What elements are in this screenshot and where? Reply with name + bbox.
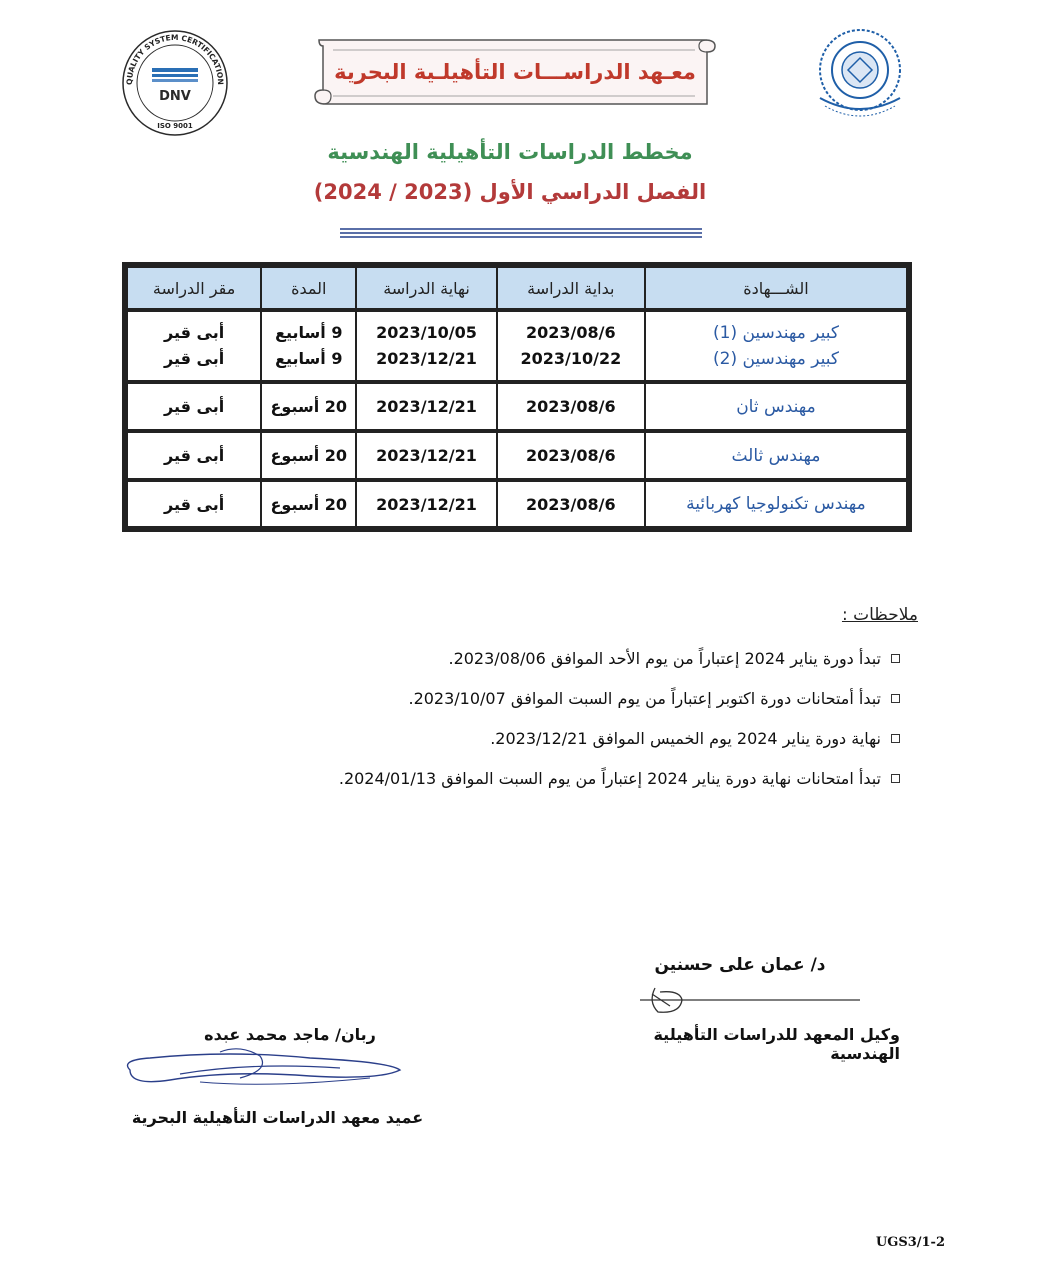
location: أبى قير bbox=[163, 323, 225, 342]
location: أبى قير bbox=[163, 349, 225, 368]
duration-cell bbox=[261, 310, 356, 382]
note-text: تبدأ دورة يناير 2024 إعتباراً من يوم الأحد الموافق 2023/08/06. bbox=[448, 648, 881, 668]
header-certificate: الشـــهادة bbox=[645, 267, 907, 310]
start-date: 2023/10/22 bbox=[520, 349, 622, 368]
table-row bbox=[127, 480, 907, 527]
end-date: 2023/12/21 bbox=[356, 480, 496, 527]
table-row bbox=[127, 431, 907, 480]
certificate-name: مهندس تكنولوجيا كهربائية bbox=[645, 480, 907, 527]
list-item bbox=[260, 758, 900, 798]
header-start-date: بداية الدراسة bbox=[497, 267, 645, 310]
svg-text:QUALITY SYSTEM CERTIFICATION bbox=[125, 33, 225, 85]
note-text: نهاية دورة يناير 2024 يوم الخميس الموافق 2023/12/21. bbox=[490, 728, 881, 748]
end-date: 2023/12/21 bbox=[376, 349, 477, 368]
checkbox-bullet-icon bbox=[891, 654, 900, 663]
list-item bbox=[260, 678, 900, 718]
list-item bbox=[260, 638, 900, 678]
list-item bbox=[260, 718, 900, 758]
end-date: 2023/12/21 bbox=[356, 382, 496, 431]
table-row bbox=[127, 310, 907, 382]
dean-title: عميد معهد الدراسات التأهيلية البحرية bbox=[131, 1108, 424, 1127]
dean-signature bbox=[110, 1040, 410, 1095]
header-location: مقر الدراسة bbox=[127, 267, 261, 310]
duration: 9 أسابيع bbox=[275, 349, 343, 368]
certificate-name: مهندس ثان bbox=[645, 382, 907, 431]
location-cell bbox=[127, 310, 261, 382]
title-divider bbox=[340, 228, 702, 240]
end-date: 2023/12/21 bbox=[356, 431, 496, 480]
location: أبى قير bbox=[127, 382, 261, 431]
notes-heading: ملاحظات : bbox=[841, 605, 918, 625]
header-end-date: نهاية الدراسة bbox=[356, 267, 496, 310]
semester-subtitle: الفصل الدراسي الأول (2023 / 2024) bbox=[313, 180, 707, 204]
location: أبى قير bbox=[127, 431, 261, 480]
certificate-name: كبير مهندسين (2) bbox=[712, 349, 839, 369]
dean-name: ربان/ ماجد محمد عبده bbox=[204, 1025, 376, 1044]
document-code: UGS3/1-2 bbox=[875, 1235, 945, 1250]
notes-list bbox=[260, 638, 900, 798]
duration: 9 أسابيع bbox=[275, 323, 343, 342]
vice-dean-name: د/ عمان على حسنين bbox=[654, 955, 826, 975]
note-text: تبدأ امتحانات نهاية دورة يناير 2024 إعتباراً من يوم السبت الموافق 2024/01/13. bbox=[338, 768, 881, 788]
dnv-logo-name: DNV bbox=[159, 89, 191, 104]
start-date-cell bbox=[497, 310, 645, 382]
duration: 20 أسبوع bbox=[261, 431, 356, 480]
end-date-cell bbox=[356, 310, 496, 382]
duration: 20 أسبوع bbox=[261, 382, 356, 431]
dnv-ring-top-text: QUALITY SYSTEM CERTIFICATION bbox=[124, 32, 226, 86]
checkbox-bullet-icon bbox=[891, 734, 900, 743]
certificate-name: كبير مهندسين (1) bbox=[712, 323, 839, 343]
table-header-row bbox=[127, 267, 907, 310]
note-text: تبدأ أمتحانات دورة اكتوبر إعتباراً من يوم السبت الموافق 2023/10/07. bbox=[408, 688, 881, 708]
location: أبى قير bbox=[127, 480, 261, 527]
start-date: 2023/08/6 bbox=[497, 382, 645, 431]
vice-dean-signature bbox=[630, 980, 870, 1020]
table-row bbox=[127, 382, 907, 431]
checkbox-bullet-icon bbox=[891, 774, 900, 783]
page-title: مخطط الدراسات التأهيلية الهندسية bbox=[327, 140, 693, 164]
checkbox-bullet-icon bbox=[891, 694, 900, 703]
dnv-ring-bottom-text: ISO 9001 bbox=[157, 122, 193, 130]
end-date: 2023/10/05 bbox=[376, 323, 477, 342]
start-date: 2023/08/6 bbox=[497, 480, 645, 527]
dnv-certification-logo bbox=[120, 28, 230, 138]
certificate-cell bbox=[645, 310, 907, 382]
header-duration: المدة bbox=[261, 267, 356, 310]
vice-dean-title: وكيل المعهد للدراسات التأهيلية الهندسية bbox=[653, 1025, 900, 1063]
duration: 20 أسبوع bbox=[261, 480, 356, 527]
academy-emblem-logo bbox=[800, 20, 915, 130]
start-date: 2023/08/6 bbox=[497, 431, 645, 480]
institute-name: معـهد الدراســـات التأهيلـية البحرية bbox=[334, 60, 696, 84]
schedule-table bbox=[122, 262, 912, 532]
certificate-name: مهندس ثالث bbox=[645, 431, 907, 480]
start-date: 2023/08/6 bbox=[526, 323, 616, 342]
